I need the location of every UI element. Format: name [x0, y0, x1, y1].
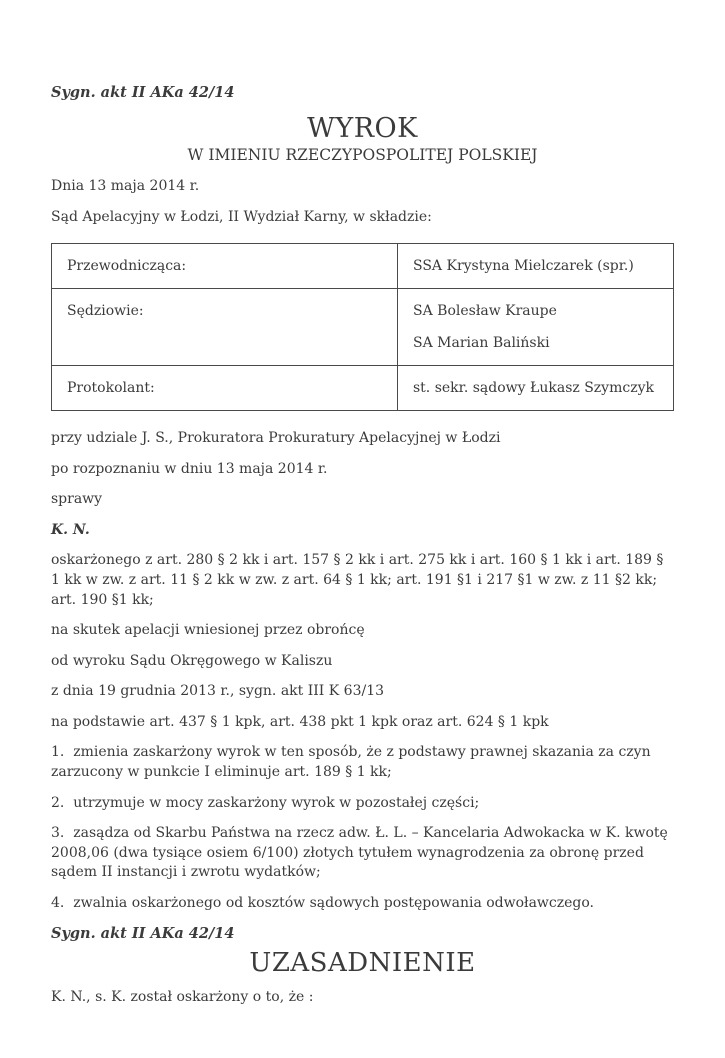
appealed-judgment-date-line: z dnia 19 grudnia 2013 r., sygn. akt III K 63/13 [51, 683, 385, 700]
ruling-item-1: 1. zmienia zaskarżony wyrok w ten sposób, że z podstawy prawnej skazania za czyn zarzucony w punkcie I eliminuje art. 189 § 1 kk; [51, 744, 656, 781]
closing-line: K. N., s. K. został oskarżony o to, że : [51, 988, 314, 1005]
role-label: Protokolant: [67, 379, 155, 396]
role-label: Sędziowie: [67, 303, 144, 320]
hearing-date-line: po rozpoznaniu w dniu 13 maja 2014 r. [51, 460, 328, 477]
role-cell [52, 289, 398, 365]
ruling-item-3: 3. zasądza od Skarbu Państwa na rzecz adw. Ł. L. – Kancelaria Adwokacka w K. kwotę 2008,06 (dwa tysiące osiem 6/100) złotych tytułem wynagrodzenia za obronę przed sądem II instancji i zwrotu wydatków; [51, 825, 673, 881]
person-name: SA Bolesław Kraupe [413, 303, 557, 320]
court-composition-line: Sąd Apelacyjny w Łodzi, II Wydział Karny, w składzie: [51, 208, 432, 225]
document-subtitle: W IMIENIU RZECZYPOSPOLITEJ POLSKIEJ [187, 146, 538, 164]
prosecutor-line: przy udziale J. S., Prokuratora Prokuratury Apelacyjnej w Łodzi [51, 429, 501, 446]
legal-basis-line: na podstawie art. 437 § 1 kpk, art. 438 pkt 1 kpk oraz art. 624 § 1 kpk [51, 713, 549, 730]
ruling-item-4: 4. zwalnia oskarżonego od kosztów sądowych postępowania odwoławczego. [51, 895, 595, 912]
judges-panel-table [51, 243, 674, 411]
defendant-initials: K. N. [51, 521, 90, 538]
date-line: Dnia 13 maja 2014 r. [51, 178, 200, 194]
case-number-bottom: Sygn. akt II AKa 42/14 [51, 924, 235, 942]
person-name: SSA Krystyna Mielczarek (spr.) [413, 258, 634, 275]
appeal-source-line: na skutek apelacji wniesionej przez obrońcę [51, 622, 365, 639]
justification-title: UZASADNIENIE [249, 947, 476, 978]
panel-row-chairwoman [52, 244, 674, 289]
role-cell [52, 365, 398, 410]
role-cell [52, 244, 398, 289]
panel-row-judges [52, 289, 674, 365]
person-name: SA Marian Baliński [413, 334, 550, 351]
person-cell [398, 244, 674, 289]
ruling-item-2: 2. utrzymuje w mocy zaskarżony wyrok w pozostałej części; [51, 794, 480, 811]
panel-row-recorder [52, 365, 674, 410]
person-cell [398, 289, 674, 365]
person-cell [398, 365, 674, 410]
case-of-line: sprawy [51, 491, 103, 508]
role-label: Przewodnicząca: [67, 258, 187, 275]
appealed-judgment-line: od wyroku Sądu Okręgowego w Kaliszu [51, 652, 333, 669]
person-name: st. sekr. sądowy Łukasz Szymczyk [413, 379, 654, 396]
case-number-top: Sygn. akt II AKa 42/14 [51, 84, 235, 101]
document-title: WYROK [307, 113, 418, 144]
charges-paragraph: oskarżonego z art. 280 § 2 kk i art. 157 § 2 kk i art. 275 kk i art. 160 § 1 kk i art. 189 § 1 kk w zw. z art. 11 § 2 kk w zw. z art. 64 § 1 kk; art. 191 §1 i 217 §1 w zw. z 11 §2 kk; art. 190 §1 kk; [51, 552, 668, 608]
